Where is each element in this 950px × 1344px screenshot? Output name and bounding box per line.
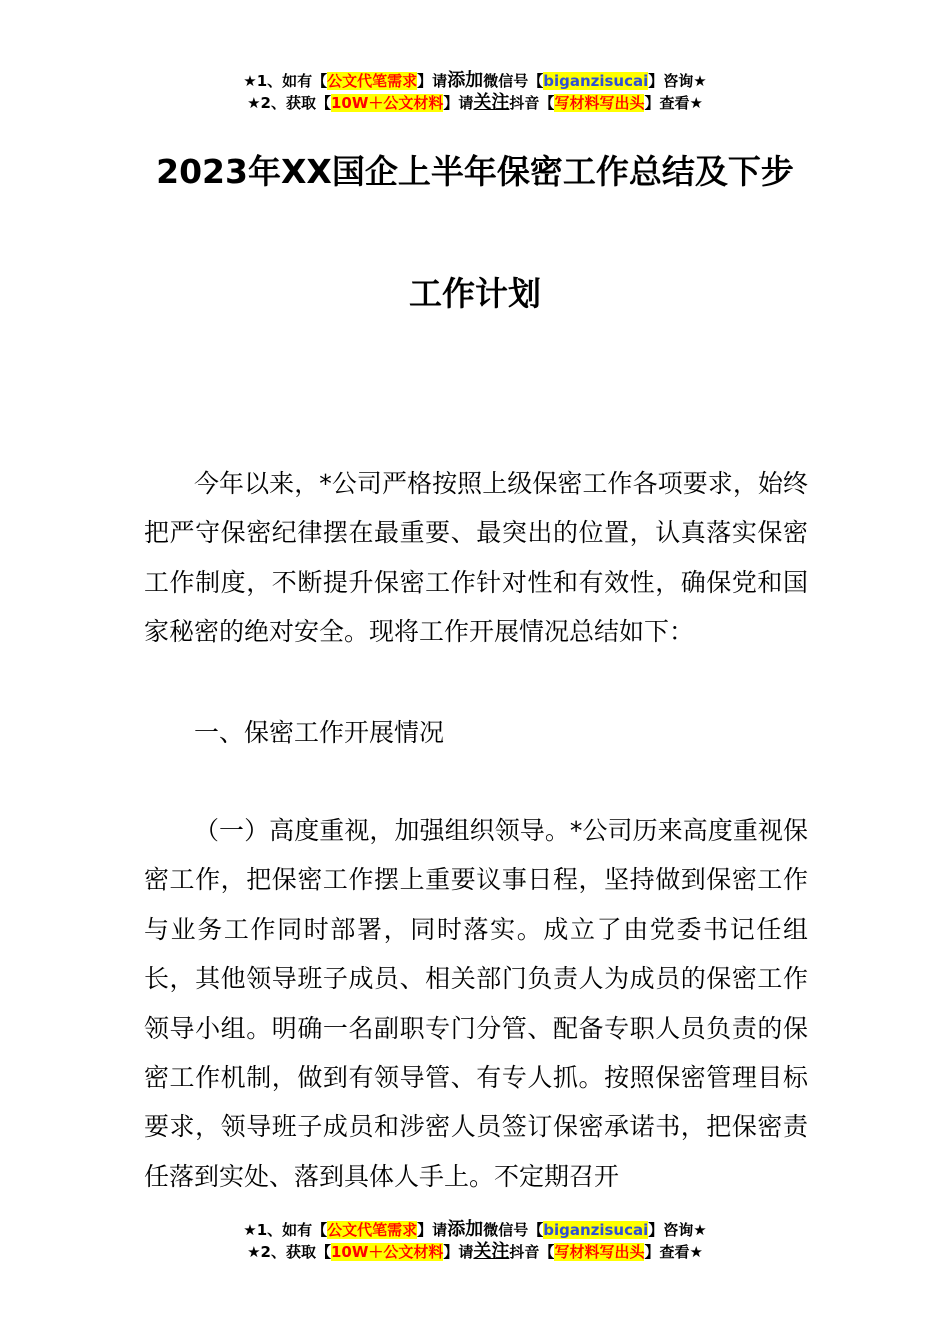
banner-text: 微信号【 [483, 1221, 544, 1239]
highlight-douyin: 写材料写出头 [554, 1243, 645, 1261]
banner-text: 抖音【 [509, 1243, 555, 1261]
intro-text: 今年以来，*公司严格按照上级保密工作各项要求，始终把严守保密纪律摆在最重要、最突出的位置，认真落实保密工作制度，不断提升保密工作针对性和有效性，确保党和国家秘密的绝对安全。现将工作开展情况总结如下： [144, 469, 808, 647]
highlight-materials: 10W＋公文材料 [330, 1243, 444, 1261]
banner-text: ★1、如有【 [243, 72, 328, 90]
banner-text: ★2、获取【 [247, 1243, 331, 1261]
highlight-service: 公文代笔需求 [327, 1221, 418, 1239]
banner-emphasis: 添加 [447, 70, 484, 91]
footer-banner [0, 1219, 950, 1263]
banner-text: ★1、如有【 [243, 1221, 328, 1239]
banner-emphasis: 关注 [473, 92, 510, 113]
highlight-materials: 10W＋公文材料 [330, 94, 444, 112]
highlight-wechat-id: biganzisucai [543, 1221, 649, 1239]
document-title-line-1: 2023年XX国企上半年保密工作总结及下步 [156, 152, 794, 191]
section-heading [144, 708, 808, 757]
banner-line-2 [0, 92, 950, 114]
banner-text: 抖音【 [509, 94, 555, 112]
banner-text: 】查看★ [644, 1243, 703, 1261]
banner-line-1 [0, 1219, 950, 1241]
banner-emphasis: 关注 [473, 1241, 510, 1262]
body-paragraph [144, 806, 808, 1200]
banner-text: 】请 [417, 1221, 448, 1239]
banner-text: 】咨询★ [648, 1221, 707, 1239]
highlight-douyin: 写材料写出头 [554, 94, 645, 112]
document-title-line-2: 工作计划 [409, 274, 541, 313]
banner-text: 】请 [443, 94, 474, 112]
banner-line-1 [0, 70, 950, 92]
banner-text: 】咨询★ [648, 72, 707, 90]
highlight-wechat-id: biganzisucai [543, 72, 649, 90]
banner-text: 】请 [443, 1243, 474, 1261]
banner-text: ★2、获取【 [247, 94, 331, 112]
section-heading-text: 一、保密工作开展情况 [194, 718, 445, 747]
highlight-service: 公文代笔需求 [327, 72, 418, 90]
banner-line-2 [0, 1241, 950, 1263]
banner-text: 】查看★ [644, 94, 703, 112]
intro-paragraph [144, 459, 808, 657]
banner-emphasis: 添加 [447, 1219, 484, 1240]
banner-text: 】请 [417, 72, 448, 90]
body-paragraph-text: （一）高度重视，加强组织领导。*公司历来高度重视保密工作，把保密工作摆上重要议事日程，坚持做到保密工作与业务工作同时部署，同时落实。成立了由党委书记任组长，其他领导班子成员、相关部门负责人为成员的保密工作领导小组。明确一名副职专门分管、配备专职人员负责的保密工作机制，做到有领导管、有专人抓。按照保密管理目标要求，领导班子成员和涉密人员签订保密承诺书，把保密责任落到实处、落到具体人手上。不定期召开 [144, 816, 808, 1191]
banner-text: 微信号【 [483, 72, 544, 90]
header-banner [0, 70, 950, 114]
